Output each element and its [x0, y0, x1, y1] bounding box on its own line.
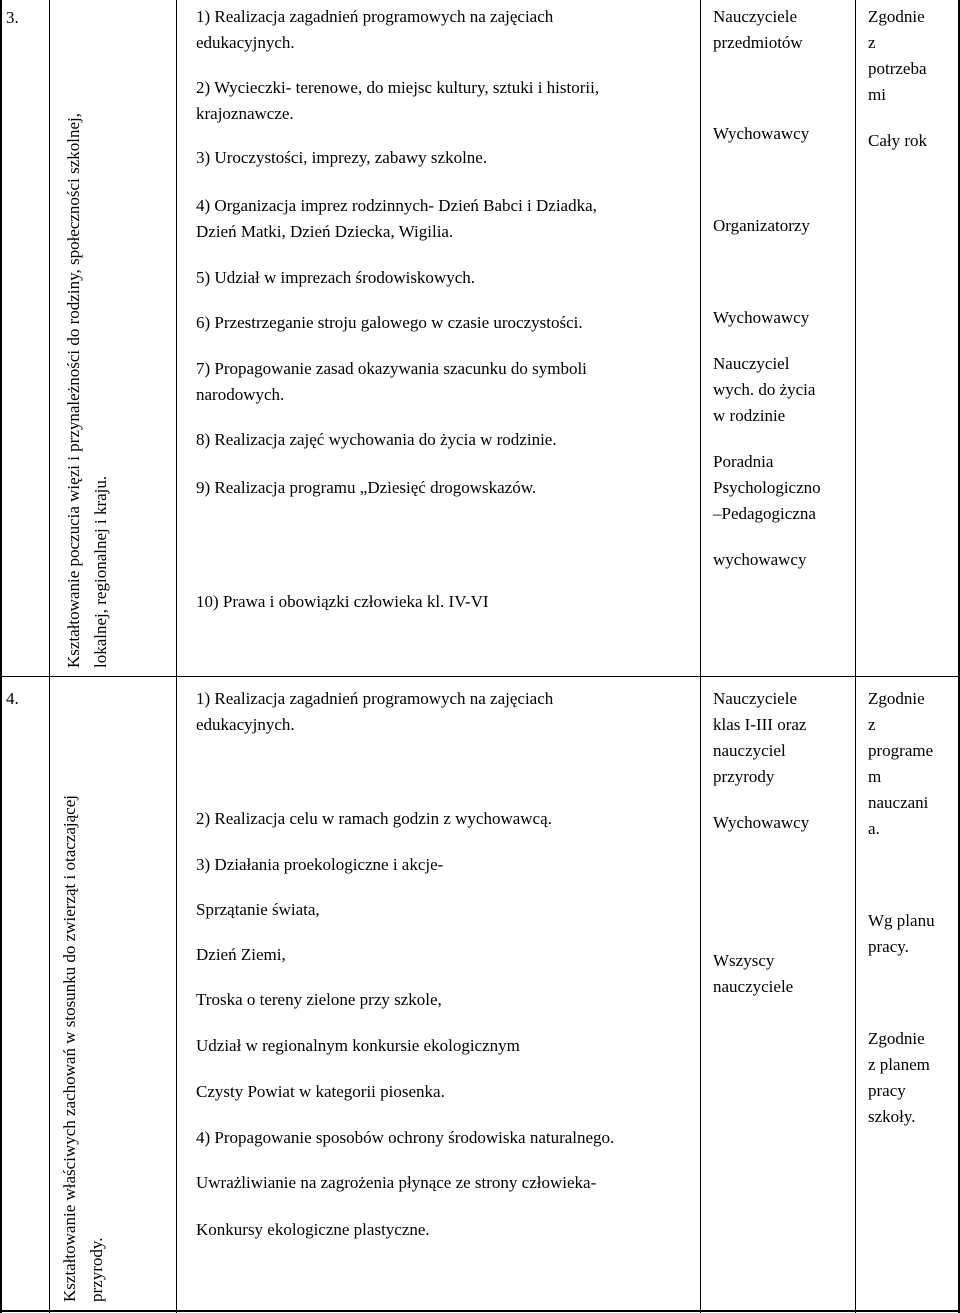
task-line: Uwrażliwianie na zagrożenia płynące ze strony człowieka- — [196, 1173, 597, 1192]
task-line: 8) Realizacja zajęć wychowania do życia w rodzinie. — [196, 430, 557, 449]
deadline-line: mi — [868, 85, 886, 104]
deadline-line: m — [868, 767, 882, 786]
responsible-line: Nauczyciele — [713, 689, 797, 708]
row-number: 4. — [6, 689, 19, 708]
col-divider — [700, 0, 701, 1313]
task-line: 9) Realizacja programu „Dziesięć drogowskazów. — [196, 478, 537, 497]
topic-line: przyrody. — [87, 1237, 106, 1302]
deadline-line: z — [868, 715, 876, 734]
responsible-line: Nauczyciele — [713, 7, 797, 26]
responsible-line: Psychologiczno — [713, 478, 821, 497]
deadline-line: programe — [868, 741, 934, 760]
deadline-line: Zgodnie — [868, 689, 925, 708]
responsible-line: wych. do życia — [713, 380, 816, 399]
task-line: 1) Realizacja zagadnień programowych na zajęciach — [196, 7, 554, 26]
task-line: 3) Uroczystości, imprezy, zabawy szkolne. — [196, 148, 488, 167]
responsible-line: Wychowawcy — [713, 124, 810, 143]
col-divider — [855, 0, 856, 1313]
responsible-line: nauczyciele — [713, 977, 794, 996]
task-line: 2) Realizacja celu w ramach godzin z wychowawcą. — [196, 809, 552, 828]
task-line: Troska o tereny zielone przy szkole, — [196, 990, 442, 1009]
responsible-line: –Pedagogiczna — [713, 504, 816, 523]
task-line: 7) Propagowanie zasad okazywania szacunku do symboli — [196, 359, 587, 378]
col-divider — [176, 0, 177, 1313]
row-divider — [0, 0, 2, 1313]
deadline-line: Cały rok — [868, 131, 928, 150]
responsible-line: w rodzinie — [713, 406, 786, 425]
deadline-line: z planem — [868, 1055, 930, 1074]
task-line: 10) Prawa i obowiązki człowieka kl. IV-VI — [196, 592, 489, 611]
task-line: edukacyjnych. — [196, 715, 295, 734]
deadline-line: Zgodnie — [868, 1029, 925, 1048]
deadline-line: pracy. — [868, 937, 909, 956]
responsible-line: Wychowawcy — [713, 308, 810, 327]
task-line: 5) Udział w imprezach środowiskowych. — [196, 268, 476, 287]
topic-line: Kształtowanie poczucia więzi i przynależności do rodziny, społeczności szkolnej, — [64, 113, 83, 668]
task-line: Konkursy ekologiczne plastyczne. — [196, 1220, 430, 1239]
responsible-line: Organizatorzy — [713, 216, 810, 235]
responsible-line: Nauczyciel — [713, 354, 790, 373]
task-line: Czysty Powiat w kategorii piosenka. — [196, 1082, 445, 1101]
responsible-line: nauczyciel — [713, 741, 786, 760]
task-line: 4) Propagowanie sposobów ochrony środowiska naturalnego. — [196, 1128, 615, 1147]
deadline-line: potrzeba — [868, 59, 927, 78]
responsible-line: Wszyscy — [713, 951, 775, 970]
deadline-line: szkoły. — [868, 1107, 916, 1126]
task-line: Udział w regionalnym konkursie ekologicznym — [196, 1036, 520, 1055]
task-line: edukacyjnych. — [196, 33, 295, 52]
responsible-line: przedmiotów — [713, 33, 803, 52]
deadline-line: nauczani — [868, 793, 929, 812]
task-line: 1) Realizacja zagadnień programowych na zajęciach — [196, 689, 554, 708]
deadline-line: Zgodnie — [868, 7, 925, 26]
deadline-line: a. — [868, 819, 880, 838]
row-divider — [0, 676, 960, 677]
task-line: Dzień Ziemi, — [196, 945, 286, 964]
responsible-line: wychowawcy — [713, 550, 807, 569]
deadline-line: z — [868, 33, 876, 52]
responsible-line: klas I-III oraz — [713, 715, 807, 734]
row-number: 3. — [6, 8, 19, 27]
task-line: Sprzątanie świata, — [196, 900, 320, 919]
task-line: 4) Organizacja imprez rodzinnych- Dzień Babci i Dziadka, — [196, 196, 597, 215]
deadline-line: Wg planu — [868, 911, 935, 930]
task-line: 2) Wycieczki- terenowe, do miejsc kultury, sztuki i historii, — [196, 78, 600, 97]
responsible-line: Wychowawcy — [713, 813, 810, 832]
topic-cell — [60, 113, 114, 668]
topic-line: lokalnej, regionalnej i kraju. — [91, 475, 110, 668]
responsible-line: Poradnia — [713, 452, 774, 471]
col-divider — [49, 0, 50, 1313]
deadline-line: pracy — [868, 1081, 906, 1100]
task-line: krajoznawcze. — [196, 104, 294, 123]
task-line: 6) Przestrzeganie stroju galowego w czasie uroczystości. — [196, 313, 583, 332]
row-divider — [0, 1310, 960, 1312]
topic-line: Kształtowanie właściwych zachowań w stosunku do zwierząt i otaczającej — [60, 795, 79, 1302]
task-line: 3) Działania proekologiczne i akcje- — [196, 855, 444, 874]
task-line: narodowych. — [196, 385, 285, 404]
topic-cell — [56, 795, 110, 1302]
responsible-line: przyrody — [713, 767, 775, 786]
task-line: Dzień Matki, Dzień Dziecka, Wigilia. — [196, 222, 454, 241]
